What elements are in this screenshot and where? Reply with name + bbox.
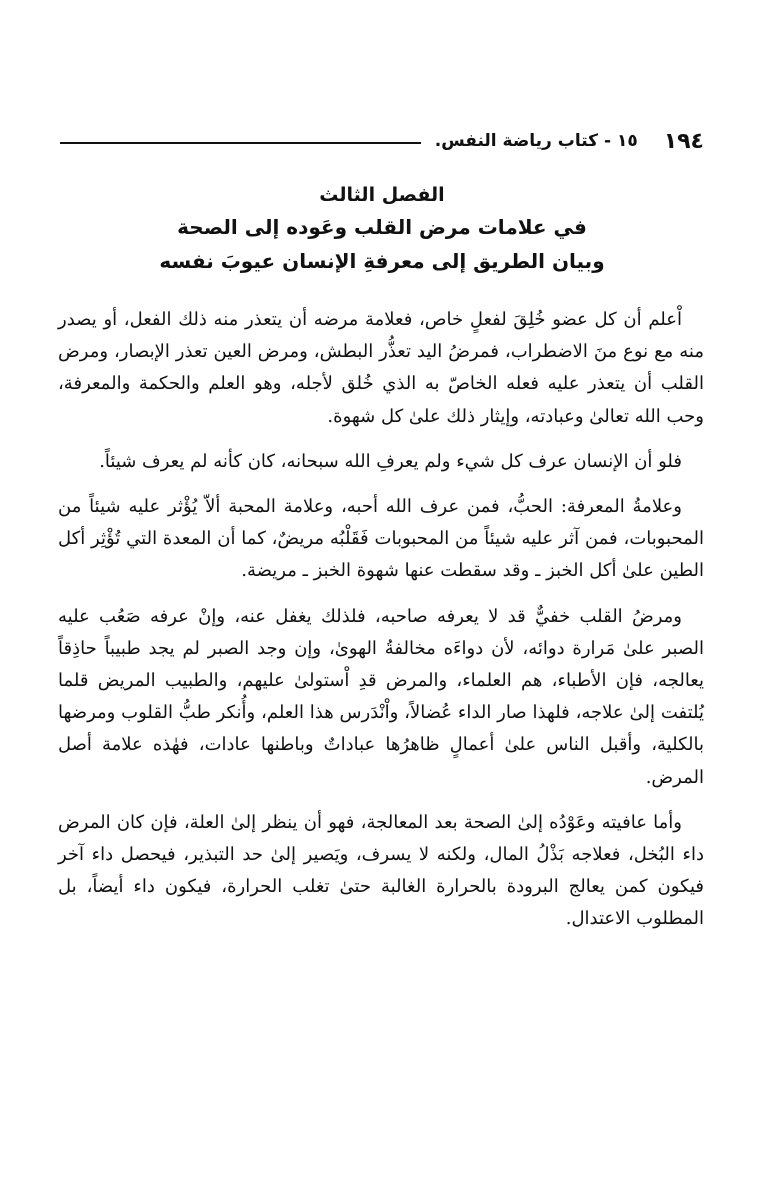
paragraph: وأما عافيته وعَوْدُه إلىٰ الصحة بعد المعالجة، فهو أن ينظر إلىٰ العلة، فإن كان المرض داء البُخل، فعلاجه بَذْلُ المال، ولكنه لا يسرف، ويَصير إلىٰ حد التبذير، فيحصل داء آخر فيكون كمن يعالج البرودة بالحرارة الغالبة حتىٰ تغلب الحرارة، فيكون داء أيضاً، بل المطلوب الاعتدال. xyxy=(58,811,704,930)
paragraph: اْعلم أن كل عضو خُلِقَ لفعلٍ خاص، فعلامة مرضه أن يتعذر منه ذلك الفعل، أو يصدر منه مع نوع منَ الاضطراب، فمرضُ اليد تعذُّر البطش، ومرض العين تعذر الإبصار، ومرض القلب أن يتعذر عليه فعله الخاصّ به الذي خُلق لأجله، وهو العلم والحكمة والمعرفة، وحب الله تعالىٰ وعبادته، وإيثار ذلك علىٰ كل شهوة. xyxy=(58,309,704,427)
title-line-2: وبيان الطريق إلى معرفةِ الإنسان عيوبَ نفسه xyxy=(159,249,605,273)
paragraph: وعلامةُ المعرفة: الحبُّ، فمن عرف الله أحبه، وعلامة المحبة ألاّ يُؤْثر عليه شيئاً من المحبوبات، فمن آثر عليه شيئاً من المحبوبات فَقَلْبُه مريضٌ، كما أن المعدة التي تُؤْثِر أكل الطين علىٰ أكل الخبز ـ وقد سقطت عنها شهوة الخبز ـ مريضة. xyxy=(58,496,704,582)
paragraph: ومرضُ القلب خفيٌّ قد لا يعرفه صاحبه، فلذلك يغفل عنه، وإنْ عرفه صَعُب عليه الصبر علىٰ مَرارة دوائه، لأن دواءَه مخالفةُ الهوىٰ، وإن وجد الصبر لم يجد طبيباً حاذِقاً يعالجه، فإن الأطباء، هم العلماء، والمرض قدِ اْستولىٰ عليهم، والطبيب المريض قلما يُلتفت إلىٰ علاجه، فلهذا صار الداء عُضالاً، واْنْدَرس هذا العلم، وأُنكر طبُّ القلوب ومرضها بالكلية، وأقبل الناس علىٰ أعمالٍ ظاهرُها عباداتٌ وباطنها عادات، فهٰذه علامة أصل المرض. xyxy=(58,605,704,788)
header-rule xyxy=(60,142,421,144)
chapter-reference: ١٥ - كتاب رياضة النفس. xyxy=(434,131,638,151)
section-title: الفصل الثالث xyxy=(319,184,445,206)
paragraph: فلو أن الإنسان عرف كل شيء ولم يعرفِ الله سبحانه، كان كأنه لم يعرف شيئاً. xyxy=(99,450,682,472)
body-text xyxy=(58,304,704,949)
running-header xyxy=(60,124,704,158)
page-number: ١٩٤ xyxy=(663,128,704,154)
title-line-1: في علامات مرض القلب وعَوده إلى الصحة xyxy=(177,215,587,239)
chapter-titles xyxy=(60,180,704,278)
